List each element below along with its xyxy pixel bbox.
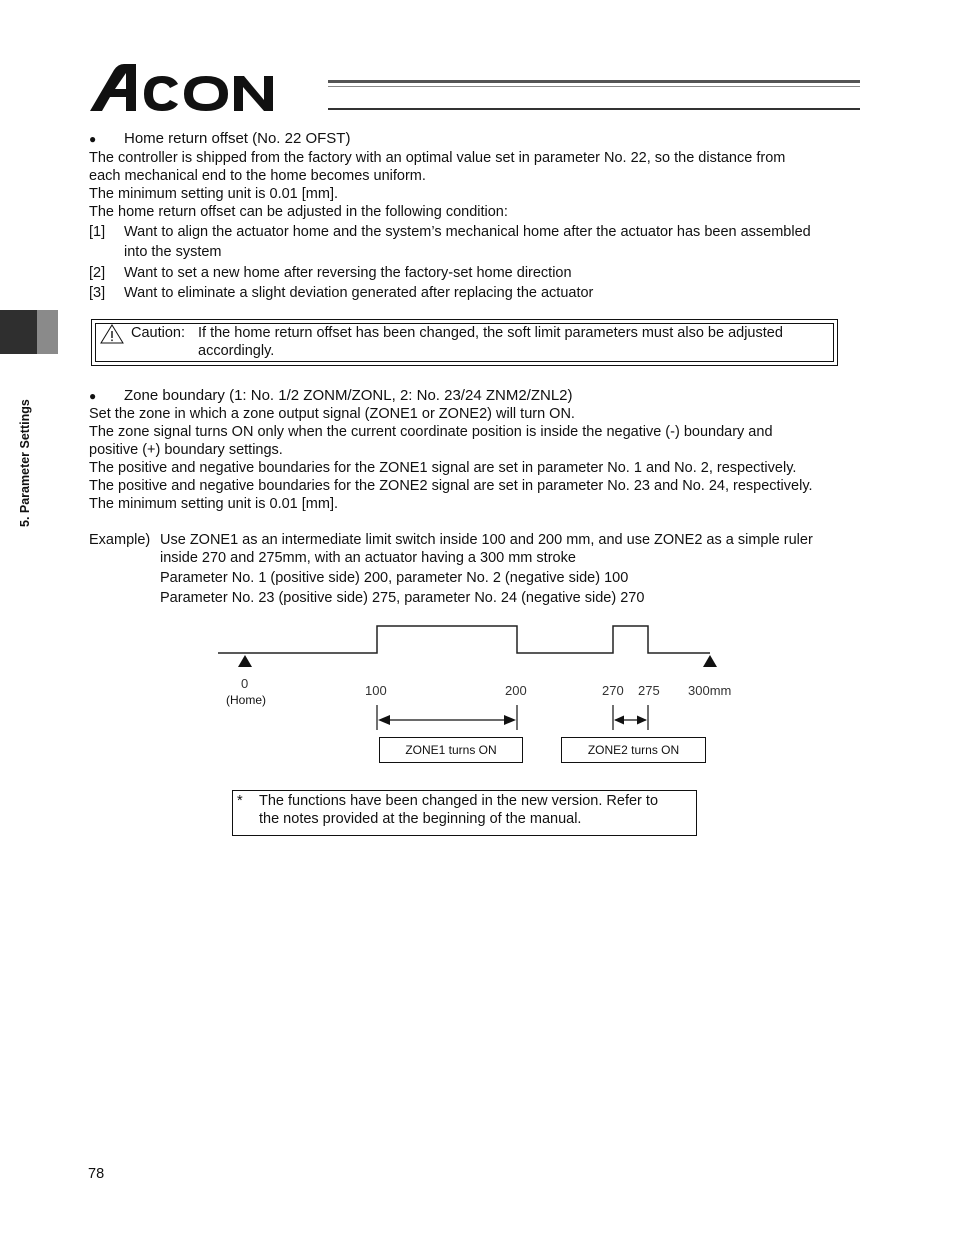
list-item-2-num: [2]	[89, 265, 106, 281]
example-label: Example)	[89, 532, 151, 548]
section2-para-6: The minimum setting unit is 0.01 [mm].	[89, 496, 338, 512]
section2-para-4: The positive and negative boundaries for the ZONE1 signal are set in parameter No. 1 and No. 2, respectively.	[89, 460, 797, 476]
section1-para-2: each mechanical end to the home becomes uniform.	[89, 168, 426, 184]
section1-para-1: The controller is shipped from the factory with an optimal value set in parameter No. 22, so the distance from	[89, 150, 786, 166]
section2-para-2: The zone signal turns ON only when the current coordinate position is inside the negative (-) boundary and	[89, 424, 773, 440]
note-line1: The functions have been changed in the new version. Refer to	[259, 793, 659, 809]
list-item-2-line1: Want to set a new home after reversing the factory-set home direction	[124, 265, 572, 281]
section1-para-3: The minimum setting unit is 0.01 [mm].	[89, 186, 338, 202]
page-number: 78	[88, 1166, 105, 1182]
list-item-3-num: [3]	[89, 285, 106, 301]
stroke-end-marker	[703, 655, 717, 667]
caution-box	[91, 319, 838, 366]
section1-bullet: ●	[89, 132, 97, 146]
section1-title: Home return offset (No. 22 OFST)	[124, 130, 351, 147]
section2-title: Zone boundary (1: No. 1/2 ZONM/ZONL, 2: No. 23/24 ZNM2/ZNL2)	[124, 387, 573, 404]
tick-home: (Home)	[226, 693, 267, 707]
tick-275: 275	[638, 683, 660, 698]
note-box	[232, 790, 697, 836]
header-rule	[328, 80, 860, 112]
example-line3: Parameter No. 1 (positive side) 200, parameter No. 2 (negative side) 100	[160, 570, 629, 586]
list-item-1-line1: Want to align the actuator home and the system’s mechanical home after the actuator has been assembled	[124, 224, 811, 240]
example-line4: Parameter No. 23 (positive side) 275, parameter No. 24 (negative side) 270	[160, 590, 645, 606]
home-marker	[238, 655, 252, 667]
section2-para-5: The positive and negative boundaries for the ZONE2 signal are set in parameter No. 23 and No. 24, respectively.	[89, 478, 813, 494]
tick-200: 200	[505, 683, 527, 698]
section2-para-1: Set the zone in which a zone output signal (ZONE1 or ZONE2) will turn ON.	[89, 406, 575, 422]
caution-line2: accordingly.	[198, 343, 275, 359]
tick-0: 0	[241, 676, 249, 691]
tick-100: 100	[365, 683, 387, 698]
zone1-label-box: ZONE1 turns ON	[379, 737, 523, 763]
logo-text: ACON	[88, 64, 91, 65]
tick-300: 300mm	[688, 683, 732, 698]
note-mark: *	[237, 793, 243, 809]
caution-line1: If the home return offset has been changed, the soft limit parameters must also be adjusted	[198, 325, 783, 341]
list-item-1-line2: into the system	[124, 244, 222, 260]
note-line2: the notes provided at the beginning of the manual.	[259, 811, 582, 827]
side-tab-label: 5. Parameter Settings	[18, 399, 32, 527]
acon-logo	[88, 64, 328, 114]
side-tab-dark	[0, 310, 37, 354]
section1-para-4: The home return offset can be adjusted in the following condition:	[89, 204, 508, 220]
list-item-1-num: [1]	[89, 224, 106, 240]
section2-para-3: positive (+) boundary settings.	[89, 442, 283, 458]
example-line2: inside 270 and 275mm, with an actuator having a 300 mm stroke	[160, 550, 576, 566]
zone2-label-box: ZONE2 turns ON	[561, 737, 706, 763]
zone-signal-waveform	[218, 626, 710, 653]
tick-270: 270	[602, 683, 624, 698]
list-item-3-line1: Want to eliminate a slight deviation generated after replacing the actuator	[124, 285, 594, 301]
side-tab-gray	[37, 310, 58, 354]
warning-icon	[100, 324, 124, 344]
section2-bullet: ●	[89, 389, 97, 403]
example-line1: Use ZONE1 as an intermediate limit switch inside 100 and 200 mm, and use ZONE2 as a simple ruler	[160, 532, 813, 548]
caution-label: Caution:	[131, 325, 186, 341]
